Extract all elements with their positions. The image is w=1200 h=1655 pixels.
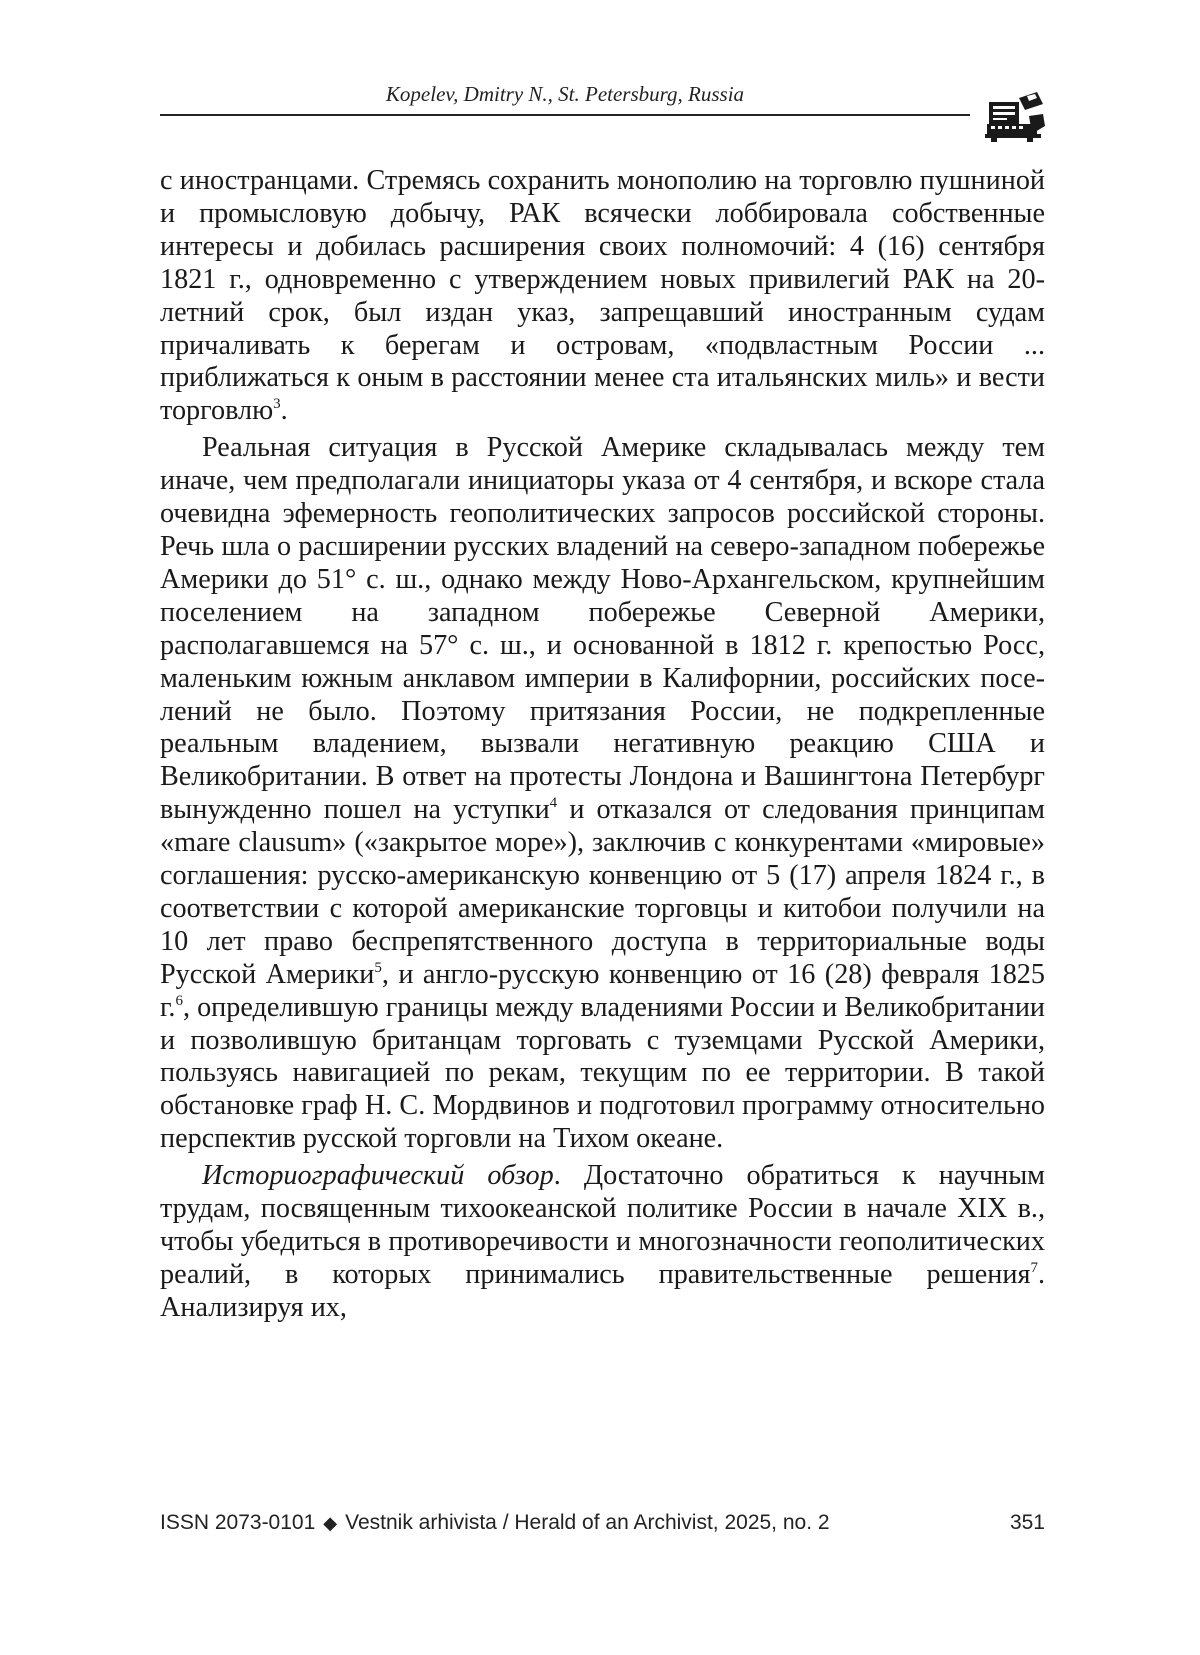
footnote-ref[interactable]: 3: [273, 396, 281, 413]
footnote-ref[interactable]: 7: [1030, 1259, 1038, 1276]
running-head: [160, 82, 970, 118]
footnote-ref[interactable]: 5: [374, 959, 382, 976]
section-lead: Историографический обзор: [202, 1160, 554, 1192]
footnote-ref[interactable]: 6: [175, 992, 183, 1009]
archive-typewriter-icon: [985, 88, 1049, 144]
page-footer: [160, 1508, 1045, 1538]
running-title: Kopelev, Dmitry N., St. Petersburg, Russia: [385, 82, 745, 106]
journal-citation: Vestnik arhivista / Herald of an Archivist, 2025, no. 2: [345, 1511, 830, 1534]
paragraph: с иностранцами. Стремясь сохранить монополию на торговлю пушниной и промысловую добычу, РАК всячески лоббировала собственные интересы и добилась расширения своих полномочий: 4 (16) сентября 1821 г., одновременно с утверждением новых привилегий РАК на 20-летний срок, был издан указ, запрещавший иностранным судам причаливать к берегам и островам, «подвластным России ... приближаться к оным в расстоянии менее ста итальянских миль» и вести торговлю$^3$.: [160, 165, 1045, 427]
footer-citation: [160, 1508, 830, 1538]
header-rule: [160, 114, 970, 116]
paragraph: Историографический обзор. Достаточно обратиться к научным трудам, посвященным тихоокеанской политике России в начале XIX в., чтобы убедиться в противоречивости и многозначности геополитических реалий, в которых принимались правительственные решения$^7$. Анализируя их,: [160, 1160, 1045, 1323]
issn: ISSN 2073-0101: [160, 1511, 316, 1534]
page-number: 351: [1009, 1511, 1045, 1534]
footnote-ref[interactable]: 4: [549, 795, 558, 812]
diamond-icon: ◆: [323, 1513, 338, 1533]
article-body: [160, 165, 1045, 1329]
paragraph: Реальная ситуация в Русской Америке складывалась между тем иначе, чем предполагали инициаторы указа от 4 сентября, и вскоре стала очевидна эфемерность геополитических запросов российской стороны. Речь шла о расширении русских владений на северо-западном побережье Америки до 51° с. ш., однако между Ново-Архангельском, крупнейшим поселением на западном побережье Северной Америки, располагавшемся на 57° с. ш., и основанной в 1812 г. крепостью Росс, маленьким южным анклавом империи в Калифорнии, российских поселений не было. Поэтому притязания России, не подкрепленные реальным владением, вызвали негативную реакцию США и Великобритании. В ответ на протесты Лондона и Вашингтона Петербург вынужденно пошел на уступки$^4$ и отказался от следования принципам «mare clausum» («закрытое море»), заключив с конкурентами «мировые» соглашения: русско-американскую конвенцию от 5 (17) апреля 1824 г., в соответствии с которой американские торговцы и китобои получили на 10 лет право беспрепятственного доступа в территориальные воды Русской Америки$^5$, и англо-русскую конвенцию от 16 (28) февраля 1825 г.$^6$, определившую границы между владениями России и Великобритании и позволившую британцам торговать с туземцами Русской Америки, пользуясь навигацией по рекам, текущим по ее территории. В такой обстановке граф Н. С. Мордвинов и подготовил программу относительно перспектив русской торговли на Тихом океане.: [160, 432, 1045, 1155]
